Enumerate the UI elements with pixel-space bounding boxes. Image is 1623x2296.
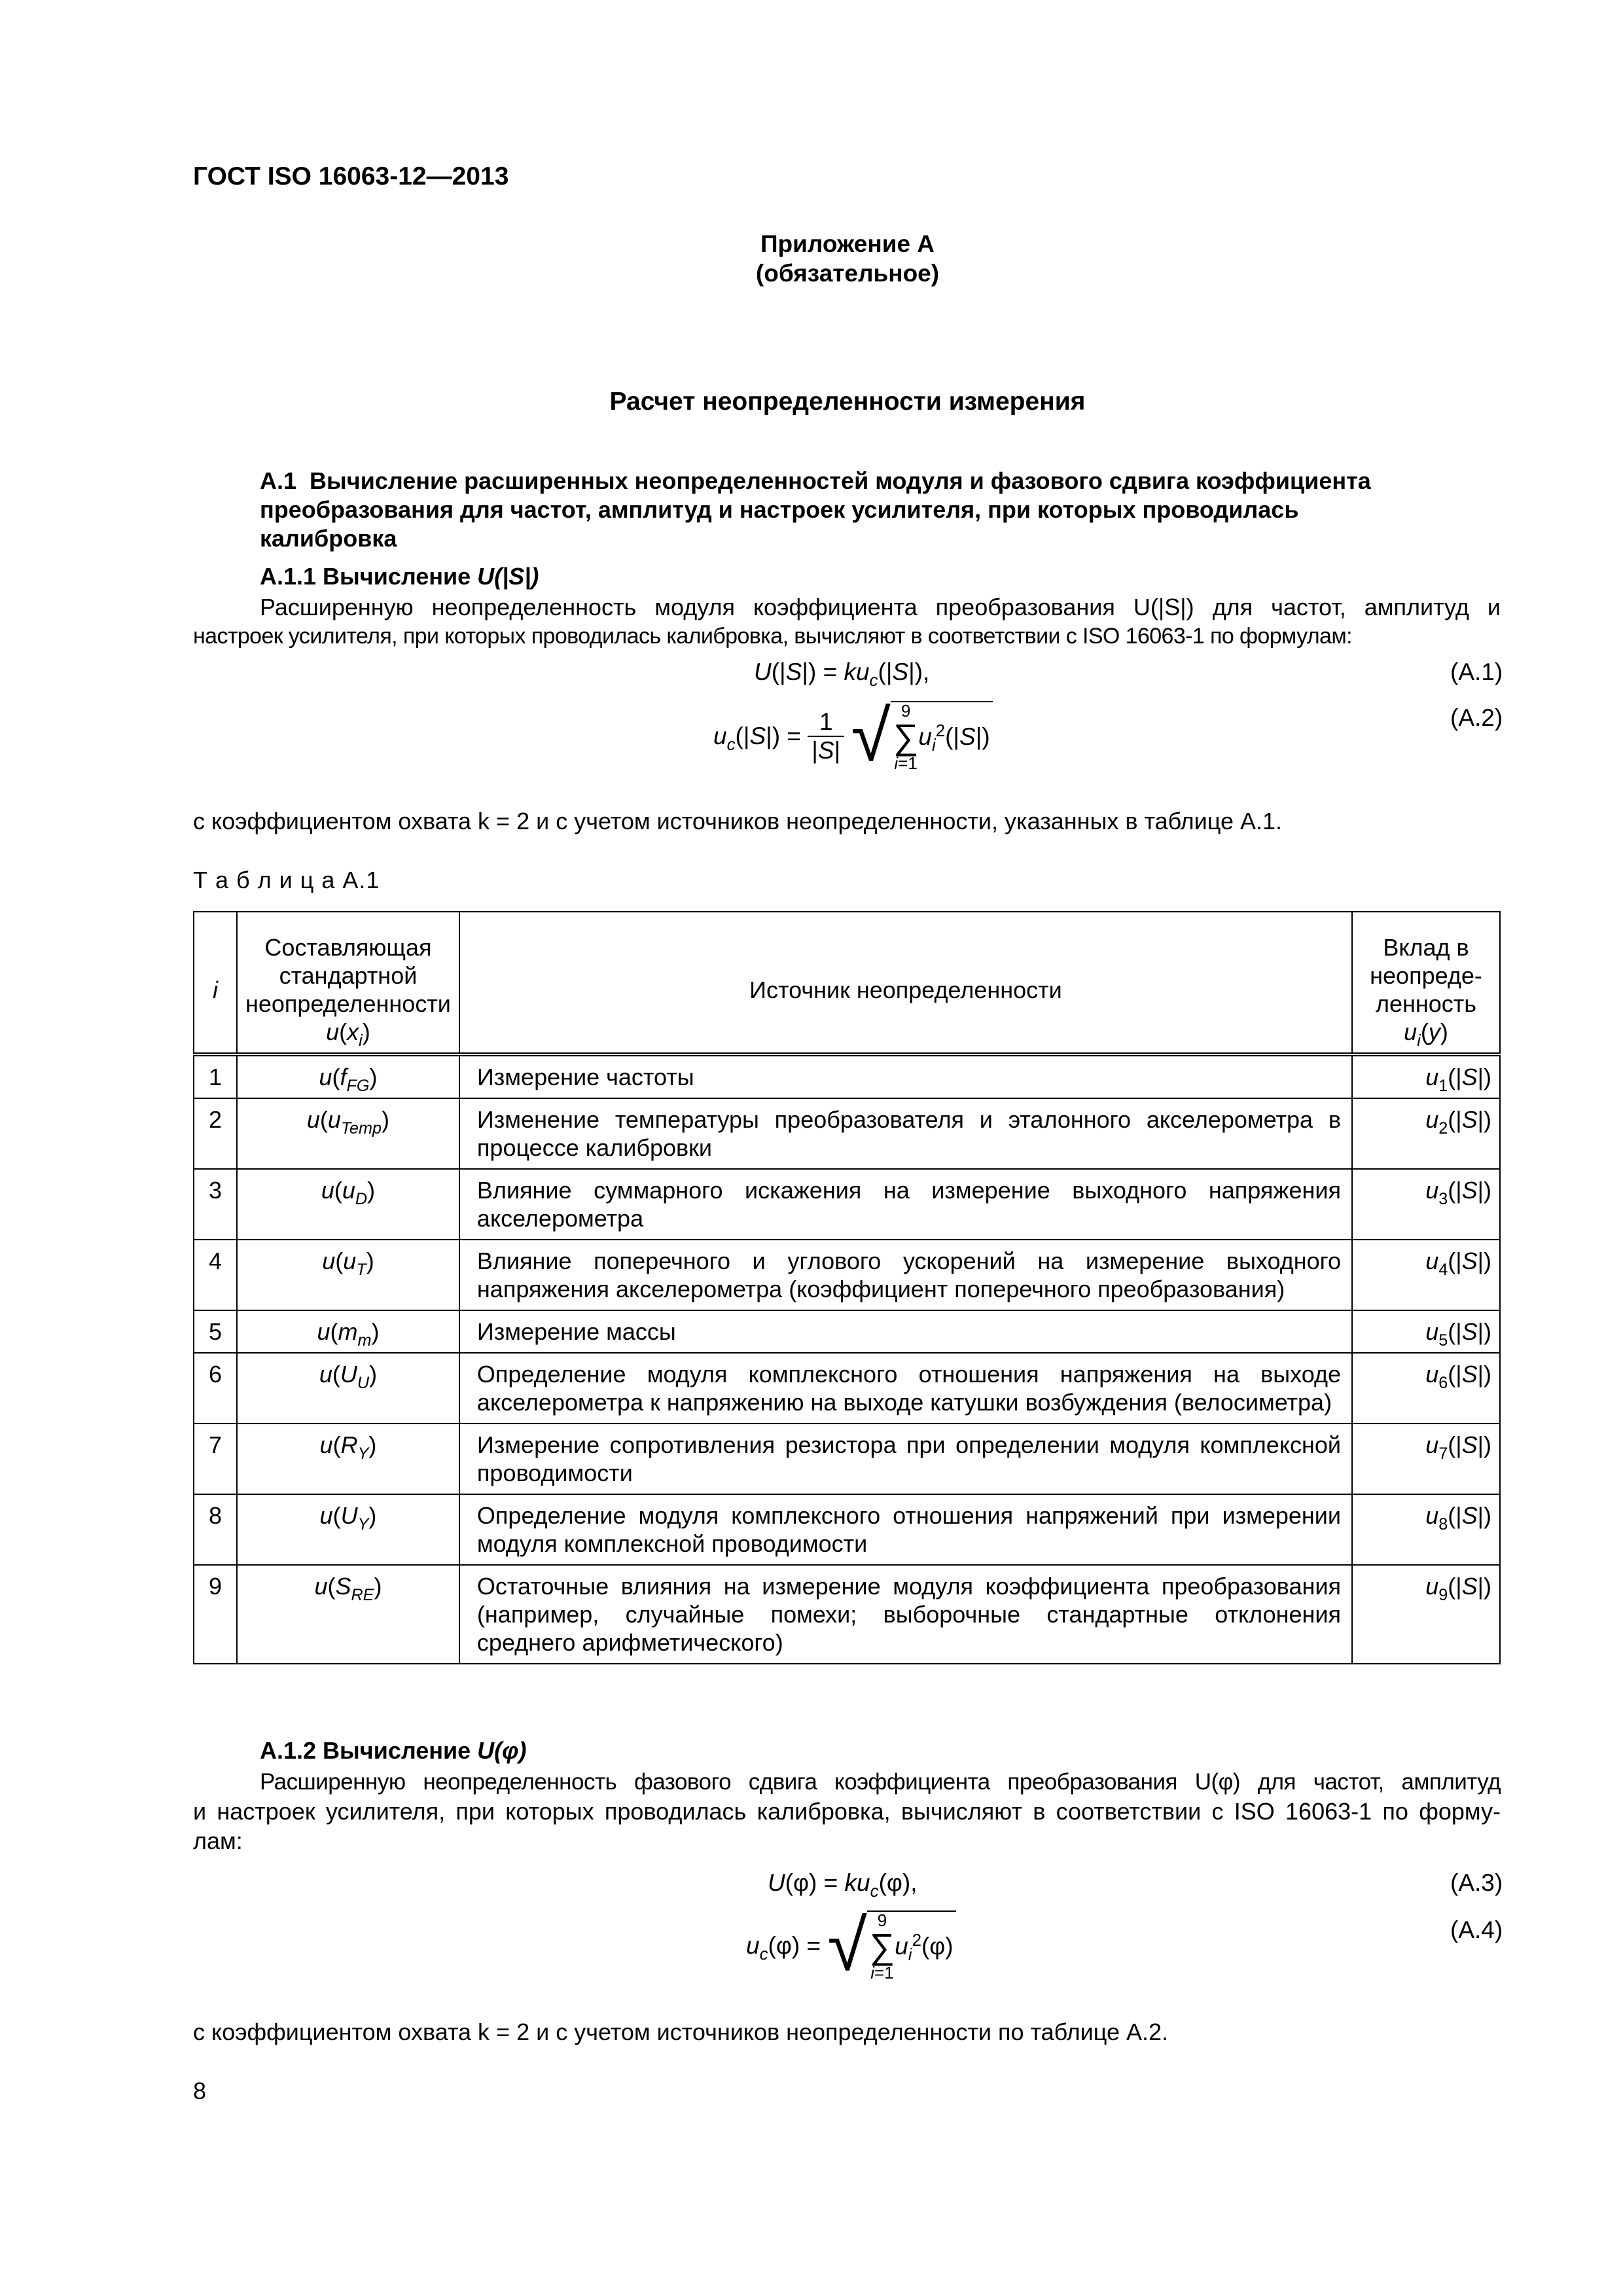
table-row: [194, 1565, 1500, 1664]
equation-a1-number: (А.1): [1450, 658, 1503, 685]
row-component: $u(u_{Temp})$: [237, 1098, 459, 1169]
row-contribution: $u_9(|S|)$: [1352, 1565, 1500, 1664]
a1-heading-line1: А.1 Вычисление расширенных неопределенностей модуля и фазового сдвига коэффициента: [260, 467, 1371, 494]
row-contribution: $u_4(|S|)$: [1352, 1240, 1500, 1310]
row-source: Влияние суммарного искажения на измерение выходного напряжения акселерометра: [459, 1169, 1352, 1240]
table-row: [194, 1353, 1500, 1424]
header-i: i: [194, 912, 237, 1054]
row-contribution: $u_1(|S|)$: [1352, 1054, 1500, 1098]
a12-paragraph-line2: и настроек усилителя, при которых проводилась калибровка, вычисляют в соответствии с ISO 16063-1 по форму-: [193, 1798, 1501, 1825]
a12-paragraph-line3: лам:: [193, 1827, 243, 1854]
page-number: 8: [193, 2077, 207, 2104]
table-row: [194, 1310, 1500, 1353]
header-source: Источник неопределенности: [459, 912, 1352, 1054]
equation-a2: $u_c(|S|)$ = $\frac{1}{|S|}$ √ 9 ∑ i=1 $u_i^2(|S|)$: [713, 700, 993, 772]
row-component: $u(U_Y)$: [237, 1494, 459, 1565]
equation-a4: $u_c(\varphi)$ = √ 9 ∑ i=1 $u_i^2(\varphi)$: [746, 1910, 956, 1982]
a12-heading: А.1.2 Вычисление U(φ): [260, 1737, 527, 1764]
row-component: $u(m_m)$: [237, 1310, 459, 1353]
header-contribution: Вклад в неопреде- ленность $u_i(y)$: [1352, 912, 1500, 1054]
row-contribution: $u_5(|S|)$: [1352, 1310, 1500, 1353]
appendix-title: Приложение А: [760, 230, 935, 257]
row-contribution: $u_6(|S|)$: [1352, 1353, 1500, 1424]
row-contribution: $u_8(|S|)$: [1352, 1494, 1500, 1565]
equation-a3: $U(\varphi) = ku_c(\varphi)$,: [768, 1869, 918, 1901]
document-header: ГОСТ ISO 16063-12—2013: [193, 162, 509, 190]
section-title: Расчет неопределенности измерения: [609, 387, 1086, 416]
row-index: 2: [194, 1098, 237, 1169]
row-index: 9: [194, 1565, 237, 1664]
row-source: Измерение массы: [459, 1310, 1352, 1353]
table-row: [194, 1424, 1500, 1494]
a1-heading-line3: калибровка: [260, 525, 397, 552]
a1-heading-line2: преобразования для частот, амплитуд и настроек усилителя, при которых проводилась: [260, 496, 1299, 523]
equation-a3-number: (А.3): [1450, 1869, 1503, 1896]
row-component: $u(U_U)$: [237, 1353, 459, 1424]
row-component: $u(R_Y)$: [237, 1424, 459, 1494]
table-label: Т а б л и ц а А.1: [193, 867, 380, 893]
a12-after-text: с коэффициентом охвата k = 2 и с учетом источников неопределенности по таблице А.2.: [193, 2018, 1169, 2045]
row-index: 3: [194, 1169, 237, 1240]
row-index: 1: [194, 1054, 237, 1098]
header-component: Составляющая стандартной неопределенности $u(x_i)$: [237, 912, 459, 1054]
row-index: 6: [194, 1353, 237, 1424]
a11-heading: А.1.1 Вычисление U(|S|): [260, 563, 539, 590]
row-component: $u(u_D)$: [237, 1169, 459, 1240]
row-index: 8: [194, 1494, 237, 1565]
a12-paragraph-line1: Расширенную неопределенность фазового сдвига коэффициента преобразования U(φ) для частот, амплитуд: [260, 1769, 1501, 1795]
row-index: 5: [194, 1310, 237, 1353]
equation-a4-number: (А.4): [1450, 1916, 1503, 1943]
row-contribution: $u_2(|S|)$: [1352, 1098, 1500, 1169]
row-source: Определение модуля комплексного отношения напряжений при измерении модуля комплексной проводимости: [459, 1494, 1352, 1565]
table-body: [194, 1054, 1500, 1664]
a11-after-text: с коэффициентом охвата k = 2 и с учетом источников неопределенности, указанных в таблице А.1.: [193, 808, 1282, 834]
row-component: $u(u_T)$: [237, 1240, 459, 1310]
table-row: [194, 1494, 1500, 1565]
appendix-status: (обязательное): [755, 260, 940, 287]
row-component: $u(f_{FG})$: [237, 1054, 459, 1098]
row-source: Определение модуля комплексного отношения напряжения на выходе акселерометра к напряжению на выходе катушки возбуждения (велосиметра): [459, 1353, 1352, 1424]
table-row: [194, 1098, 1500, 1169]
table-row: [194, 1169, 1500, 1240]
row-index: 4: [194, 1240, 237, 1310]
a1-heading: [260, 467, 1503, 553]
table-row: [194, 1054, 1500, 1098]
row-source: Влияние поперечного и углового ускорений на измерение выходного напряжения акселерометра (коэффициент поперечного преобразования): [459, 1240, 1352, 1310]
table-header-row: [194, 912, 1500, 1054]
row-source: Измерение сопротивления резистора при определении модуля комплексной проводимости: [459, 1424, 1352, 1494]
a11-paragraph-line1: Расширенную неопределенность модуля коэффициента преобразования U(|S|) для частот, амплитуд и: [260, 594, 1501, 620]
row-contribution: $u_7(|S|)$: [1352, 1424, 1500, 1494]
row-source: Измерение частоты: [459, 1054, 1352, 1098]
row-source: Остаточные влияния на измерение модуля коэффициента преобразования (например, случайные помехи; выборочные стандартные отклонения среднего арифметического): [459, 1565, 1352, 1664]
row-index: 7: [194, 1424, 237, 1494]
row-component: $u(S_{RE})$: [237, 1565, 459, 1664]
a11-paragraph-line2: настроек усилителя, при которых проводилась калибровка, вычисляют в соответствии с ISO 16063-1 по формулам:: [193, 624, 1352, 649]
equation-a1: $U(|S|) = ku_c(|S|)$,: [754, 658, 930, 691]
row-source: Изменение температуры преобразователя и эталонного акселерометра в процессе калибровки: [459, 1098, 1352, 1169]
table-a1: [193, 911, 1501, 1664]
table-row: [194, 1240, 1500, 1310]
row-contribution: $u_3(|S|)$: [1352, 1169, 1500, 1240]
equation-a2-number: (А.2): [1450, 704, 1503, 731]
